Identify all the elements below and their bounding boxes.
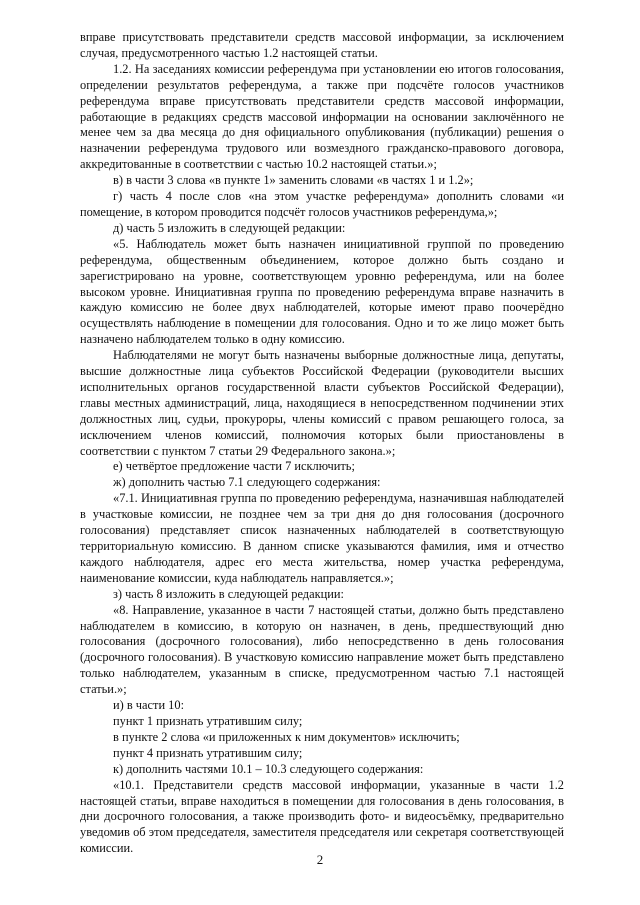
- paragraph: е) четвёртое предложение части 7 исключить;: [113, 459, 355, 474]
- paragraph: «5. Наблюдатель может быть назначен инициативной группой по проведению референдума, общественным объединением, которое должно быть создано и зарегистрировано на уровне, соответствующем уровню референдума, или на более высоком уровне. Инициативная группа по проведению референдума вправе назначить в каждую комиссию не более двух наблюдателей, которые имеют право поочерёдно осуществлять наблюдение в помещении для голосования. Одно и то же лицо может быть назначено наблюдателем только в одну комиссию.: [80, 236, 564, 347]
- paragraph: и) в части 10:: [113, 698, 185, 713]
- paragraph: к) дополнить частями 10.1 – 10.3 следующего содержания:: [113, 761, 424, 776]
- paragraph: вправе присутствовать представители средств массовой информации, за исключением случая, предусмотренного частью 1.2 настоящей статьи.: [80, 30, 564, 60]
- page-number: 2: [316, 852, 324, 867]
- paragraph: пункт 1 признать утратившим силу;: [113, 713, 303, 728]
- paragraph: «8. Направление, указанное в части 7 настоящей статьи, должно быть представлено наблюдателем в комиссию, в которую он назначен, в день, предшествующий дню голосования (досрочного голосования), либо непосредственно в день голосования (досрочного голосования). В участковую комиссию направление может быть представлено только наблюдателем, указанным в списке, предусмотренном частью 7.1 настоящей статьи.»;: [80, 602, 564, 697]
- paragraph: Наблюдателями не могут быть назначены выборные должностные лица, депутаты, высшие должностные лица субъектов Российской Федерации (руководители высших исполнительных органов государственной власти субъектов Российской Федерации), главы местных администраций, лица, находящиеся в непосредственном подчинении этих должностных лиц, судьи, прокуроры, члены комиссий с правом решающего голоса, за исключением членов комиссий, полномочия которых были приостановлены в соответствии с пунктом 7 статьи 29 Федерального закона.»;: [80, 348, 564, 458]
- paragraph: в пункте 2 слова «и приложенных к ним документов» исключить;: [113, 729, 460, 744]
- paragraph: в) в части 3 слова «в пункте 1» заменить словами «в частях 1 и 1.2»;: [113, 173, 474, 188]
- document-body: [80, 30, 564, 857]
- paragraph: 1.2. На заседаниях комиссии референдума при установлении ею итогов голосования, определении результатов референдума, а также при подсчёте голосов участников референдума вправе присутствовать представители средств массовой информации, работающие в редакциях средств массовой информации на основании заключённого не менее чем за два месяца до дня официального опубликования (публикации) решения о назначении референдума трудового или возмездного гражданско-правового договора, аккредитованные в соответствии с частью 10.2 настоящей статьи.»;: [80, 61, 564, 172]
- paragraph: з) часть 8 изложить в следующей редакции:: [113, 586, 344, 601]
- paragraph: «7.1. Инициативная группа по проведению референдума, назначившая наблюдателей в участковые комиссии, не позднее чем за три дня до дня голосования (досрочного голосования) представляет список назначенных наблюдателей в соответствующую территориальную комиссию. В данном списке указываются фамилия, имя и отчество каждого наблюдателя, адрес его места жительства, номер участка референдума, наименование комиссии, куда наблюдатель направляется.»;: [80, 491, 564, 585]
- paragraph: д) часть 5 изложить в следующей редакции:: [113, 220, 346, 235]
- paragraph: пункт 4 признать утратившим силу;: [113, 745, 303, 760]
- paragraph: г) часть 4 после слов «на этом участке референдума» дополнить словами «и помещение, в котором проводится подсчёт голосов участников референдума,»;: [80, 189, 564, 219]
- paragraph: ж) дополнить частью 7.1 следующего содержания:: [113, 475, 381, 490]
- paragraph: «10.1. Представители средств массовой информации, указанные в части 1.2 настоящей статьи, вправе находиться в помещении для голосования в день голосования, в дни досрочного голосования, а также производить фото- и видеосъёмку, предварительно уведомив об этом председателя, заместителя председателя или секретаря соответствующей комиссии.: [80, 777, 564, 856]
